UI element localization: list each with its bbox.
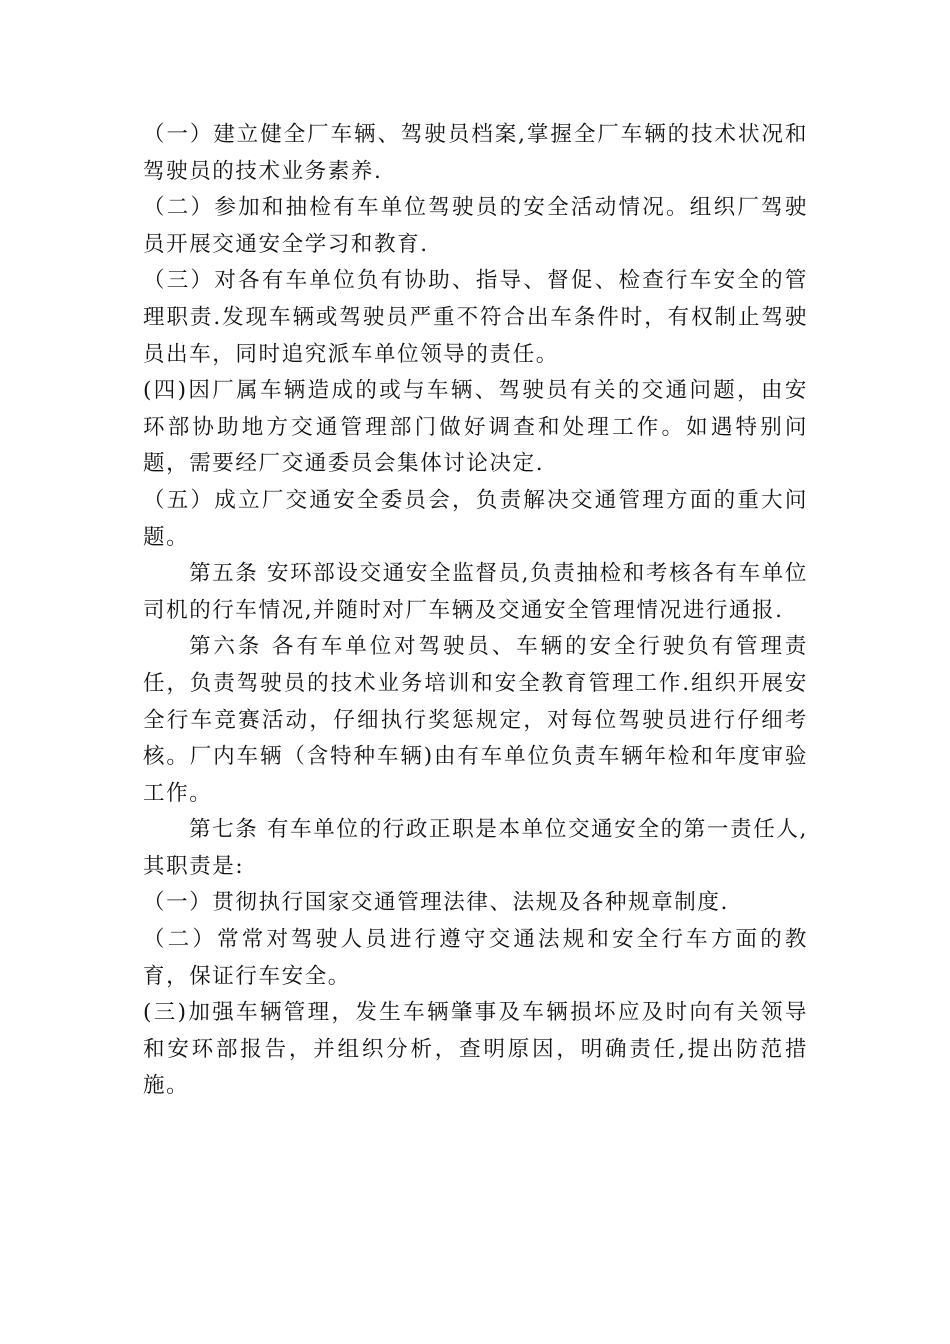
paragraph-2: （二）参加和抽检有车单位驾驶员的安全活动情况。组织厂驾驶员开展交通安全学习和教育.	[143, 195, 808, 257]
paragraph-1: （一）建立健全厂车辆、驾驶员档案,掌握全厂车辆的技术状况和驾驶员的技术业务素养.	[143, 122, 808, 184]
article-6: 第六条 各有车单位对驾驶员、车辆的安全行驶负有管理责任，负责驾驶员的技术业务培训和安全教育管理工作.组织开展安全行车竞赛活动，仔细执行奖惩规定，对每位驾驶员进行仔细考核。厂内车辆（含特种车辆)由有车单位负责车辆年检和年度审验工作。	[143, 634, 808, 806]
article-7-item-1: （一）贯彻执行国家交通管理法律、法规及各种规章制度.	[143, 890, 729, 916]
article-5: 第五条 安环部设交通安全监督员,负责抽检和考核各有车单位司机的行车情况,并随时对厂车辆及交通安全管理情况进行通报.	[143, 561, 808, 623]
paragraph-4: (四)因厂属车辆造成的或与车辆、驾驶员有关的交通问题，由安环部协助地方交通管理部门做好调查和处理工作。如遇特别问题，需要经厂交通委员会集体讨论决定.	[143, 378, 808, 477]
article-7: 第七条 有车单位的行政正职是本单位交通安全的第一责任人,其职责是:	[143, 817, 808, 879]
article-7-item-2: （二）常常对驾驶人员进行遵守交通法规和安全行车方面的教育，保证行车安全。	[143, 927, 808, 989]
paragraph-3: （三）对各有车单位负有协助、指导、督促、检查行车安全的管理职责.发现车辆或驾驶员严重不符合出车条件时，有权制止驾驶员出车，同时追究派车单位领导的责任。	[143, 268, 808, 367]
document-page	[143, 117, 808, 1105]
article-7-item-3: (三)加强车辆管理，发生车辆肇事及车辆损坏应及时向有关领导和安环部报告，并组织分析，查明原因，明确责任,提出防范措施。	[143, 1000, 808, 1099]
paragraph-5: （五）成立厂交通安全委员会，负责解决交通管理方面的重大问题。	[143, 487, 808, 550]
